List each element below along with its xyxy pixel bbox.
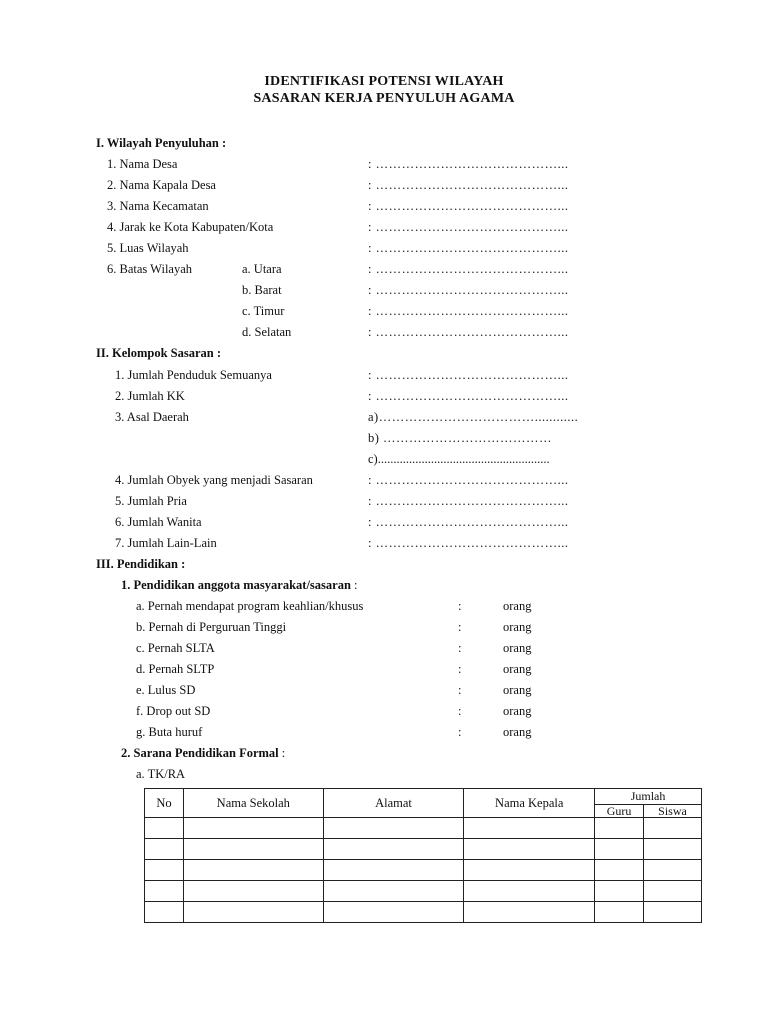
s1-item-3: 3. Nama Kecamatan [107, 199, 209, 213]
edu-f-unit: orang [503, 704, 532, 718]
edu-b: b. Pernah di Perguruan Tinggi [136, 620, 287, 634]
col-header-siswa: Siswa [644, 804, 702, 817]
edu-e-unit: orang [503, 683, 532, 697]
section-3-heading: III. Pendidikan : [96, 557, 186, 571]
edu-g: g. Buta huruf [136, 725, 203, 739]
edu-c-unit: orang [503, 641, 532, 655]
edu-g-unit: orang [503, 725, 532, 739]
col-header-no: No [145, 789, 184, 818]
table-row [145, 839, 702, 860]
col-header-nama-kepala: Nama Kepala [464, 789, 595, 818]
batas-selatan-dots: : ……………………………………... [368, 325, 569, 339]
tk-ra-table [144, 788, 702, 923]
table-row [145, 881, 702, 902]
s1-item-4-dots: : ……………………………………... [368, 220, 569, 234]
s1-item-6: 6. Batas Wilayah [107, 262, 193, 276]
edu-f-colon: : [458, 704, 462, 718]
s3-sub-2-label: 2. Sarana Pendidikan Formal [121, 746, 279, 760]
section-2-heading: II. Kelompok Sasaran : [96, 346, 222, 360]
col-header-guru: Guru [595, 804, 644, 817]
s1-item-3-dots: : ……………………………………... [368, 199, 569, 213]
s3-sub-1-colon: : [350, 578, 358, 592]
s2-item-7: 7. Jumlah Lain-Lain [115, 536, 217, 550]
s2-item-2: 2. Jumlah KK [115, 389, 185, 403]
s1-item-1-dots: : ……………………………………... [368, 157, 569, 171]
s2-item-6: 6. Jumlah Wanita [115, 515, 202, 529]
s2-item-5: 5. Jumlah Pria [115, 494, 187, 508]
s3-sub-2-colon: : [278, 746, 286, 760]
edu-a: a. Pernah mendapat program keahlian/khusus [136, 599, 364, 613]
s1-item-2: 2. Nama Kapala Desa [107, 178, 216, 192]
batas-utara: a. Utara [242, 262, 282, 276]
title-line-2: SASARAN KERJA PENYULUH AGAMA [253, 91, 515, 106]
edu-b-unit: orang [503, 620, 532, 634]
edu-c: c. Pernah SLTA [136, 641, 215, 655]
s1-item-4: 4. Jarak ke Kota Kabupaten/Kota [107, 220, 274, 234]
edu-e: e. Lulus SD [136, 683, 196, 697]
edu-e-colon: : [458, 683, 462, 697]
batas-selatan: d. Selatan [242, 325, 292, 339]
s1-item-5-dots: : ……………………………………... [368, 241, 569, 255]
s2-item-2-dots: : ……………………………………... [368, 389, 569, 403]
s2-item-1-dots: : ……………………………………... [368, 368, 569, 382]
edu-d-unit: orang [503, 662, 532, 676]
col-header-jumlah: Jumlah [595, 789, 702, 805]
s2-item-1: 1. Jumlah Penduduk Semuanya [115, 368, 272, 382]
s2-item-7-dots: : ……………………………………... [368, 536, 569, 550]
batas-timur-dots: : ……………………………………... [368, 304, 569, 318]
edu-a-unit: orang [503, 599, 532, 613]
s1-item-2-dots: : ……………………………………... [368, 178, 569, 192]
batas-utara-dots: : ……………………………………... [368, 262, 569, 276]
edu-d-colon: : [458, 662, 462, 676]
edu-b-colon: : [458, 620, 462, 634]
s3-sub-1 [121, 578, 358, 593]
edu-d: d. Pernah SLTP [136, 662, 215, 676]
asal-a: a)………………………………............ [368, 410, 579, 424]
s3-sub-2 [121, 746, 285, 761]
batas-timur: c. Timur [242, 304, 285, 318]
edu-f: f. Drop out SD [136, 704, 211, 718]
s3-sub-1-label: 1. Pendidikan anggota masyarakat/sasaran [121, 578, 351, 592]
table-row [145, 818, 702, 839]
section-1-heading: I. Wilayah Penyuluhan : [96, 136, 227, 150]
asal-b: b) ………………………………… [368, 431, 553, 445]
s2-item-6-dots: : ……………………………………... [368, 515, 569, 529]
asal-c: c)....................................................... [368, 452, 550, 466]
s2-item-3: 3. Asal Daerah [115, 410, 189, 424]
s1-item-5: 5. Luas Wilayah [107, 241, 189, 255]
s2-item-5-dots: : ……………………………………... [368, 494, 569, 508]
s2-item-4: 4. Jumlah Obyek yang menjadi Sasaran [115, 473, 313, 487]
table-row [145, 902, 702, 923]
edu-g-colon: : [458, 725, 462, 739]
batas-barat: b. Barat [242, 283, 282, 297]
s1-item-1: 1. Nama Desa [107, 157, 178, 171]
title-line-1: IDENTIFIKASI POTENSI WILAYAH [264, 74, 504, 89]
batas-barat-dots: : ……………………………………... [368, 283, 569, 297]
table-row [145, 860, 702, 881]
edu-a-colon: : [458, 599, 462, 613]
col-header-nama-sekolah: Nama Sekolah [183, 789, 323, 818]
s3-sub-2a: a. TK/RA [136, 767, 186, 781]
col-header-alamat: Alamat [323, 789, 464, 818]
edu-c-colon: : [458, 641, 462, 655]
s2-item-4-dots: : ……………………………………... [368, 473, 569, 487]
